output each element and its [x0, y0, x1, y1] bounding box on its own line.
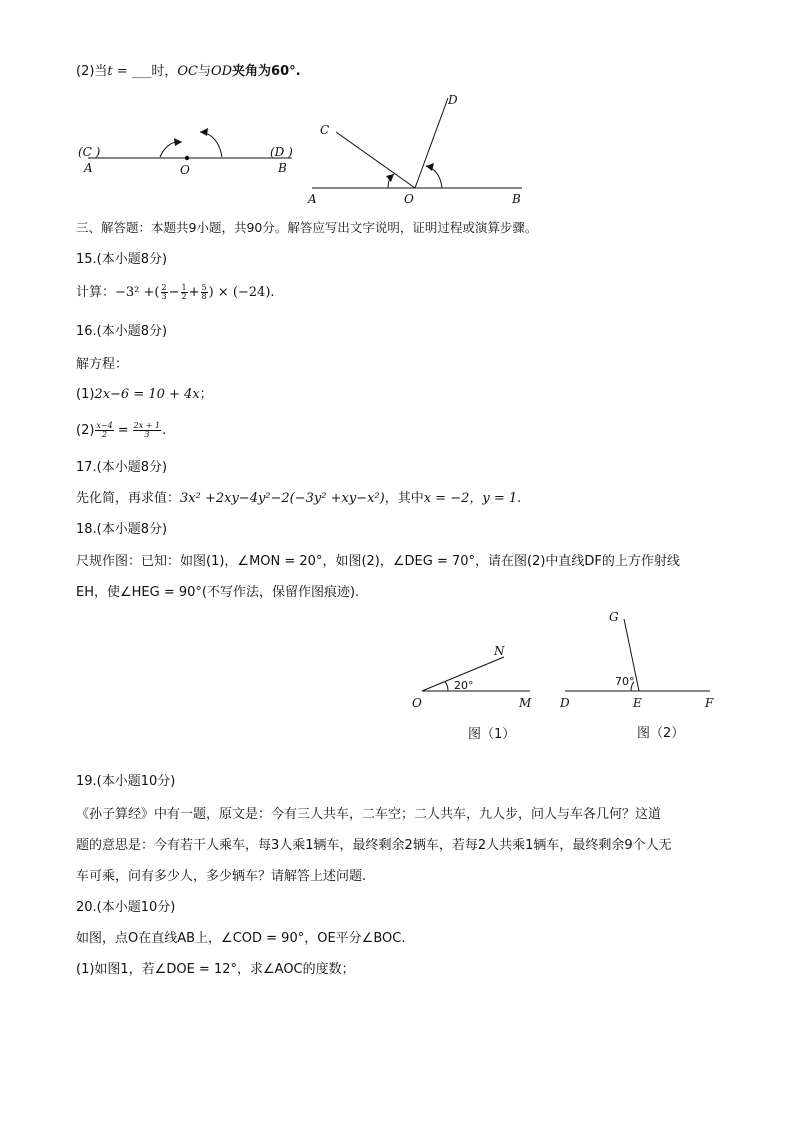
- q14-with: 与: [197, 64, 211, 79]
- fraction-1-2: [181, 284, 188, 301]
- num: 1: [181, 283, 187, 292]
- label-a: A: [84, 161, 93, 175]
- angle-arc: [445, 682, 448, 691]
- q15-expr-end: ) × (−24).: [208, 285, 275, 300]
- den: 8: [201, 292, 207, 301]
- arc-arrow-right: [200, 132, 222, 157]
- q15-minus: −: [168, 285, 180, 300]
- arrowhead-right: [200, 128, 208, 136]
- label-d-paren: (D ): [270, 145, 293, 159]
- q18-line1: 尺规作图：已知：如图(1)，∠MON = 20°，如图(2)，∠DEG = 70°，请在图(2)中直线DF的上方作射线: [76, 554, 680, 569]
- figure-2-caption: 图（2）: [637, 726, 685, 741]
- q20-line1: 如图，点O在直线AB上，∠COD = 90°，OE平分∠BOC.: [76, 931, 406, 946]
- q17-end: .: [517, 491, 522, 506]
- label-g: G: [609, 610, 619, 624]
- q14-prefix: (2)当: [76, 64, 108, 79]
- label-d: D: [448, 93, 458, 107]
- den: 2: [181, 292, 187, 301]
- q16-p2-end: .: [162, 423, 167, 438]
- q16-p1-end: ；: [199, 387, 213, 402]
- q15-prefix: 计算：: [76, 285, 116, 300]
- q17-header: 17.(本小题8分): [76, 460, 168, 475]
- q16-intro: 解方程：: [76, 357, 129, 372]
- q16-part2: [76, 422, 166, 440]
- label-b: B: [512, 192, 521, 206]
- arrowhead-left: [174, 138, 182, 146]
- angle-label: 70°: [615, 675, 635, 688]
- label-n: N: [494, 644, 505, 658]
- q19-header: 19.(本小题10分): [76, 774, 176, 789]
- q14-figure-left: [70, 120, 300, 185]
- fraction-x-4-over-2: [95, 422, 113, 439]
- label-c-paren: (C ): [78, 145, 101, 159]
- q17-cond: x = −2，y = 1: [423, 491, 518, 506]
- q14-figure-right: [300, 90, 530, 210]
- q20-line2: (1)如图1，若∠DOE = 12°，求∠AOC的度数；: [76, 962, 355, 977]
- label-o: O: [180, 163, 190, 177]
- ray-od: OD: [210, 64, 233, 79]
- q18-figure-1: [408, 640, 543, 715]
- q15-header: 15.(本小题8分): [76, 252, 168, 267]
- num: 2x + 1: [133, 421, 161, 430]
- ray-oc: OC: [177, 64, 198, 79]
- q18-figure-2: [555, 603, 725, 713]
- label-d: D: [560, 696, 570, 710]
- q16-part1: [76, 386, 213, 404]
- ray-od: [415, 98, 448, 188]
- q17-body: [76, 490, 521, 508]
- q19-line3: 车可乘，问有多少人，多少辆车？请解答上述问题.: [76, 869, 367, 884]
- arc-arrow-left: [160, 142, 182, 157]
- num: 5: [201, 283, 207, 292]
- point-o: [185, 156, 189, 160]
- q19-line2: 题的意思是：今有若干人乘车，每3人乘1辆车，最终剩余2辆车，若每2人共乘1辆车，最终剩余9个人无: [76, 838, 672, 853]
- q17-mid: ，其中: [384, 491, 424, 506]
- q17-expr: 3x² +2xy−4y²−2(−3y² +xy−x²): [180, 491, 385, 506]
- num: x−4: [96, 421, 113, 430]
- q15-body: [76, 284, 275, 302]
- q14-suffix: 夹角为60°.: [232, 64, 301, 79]
- den: 3: [144, 430, 150, 439]
- q15-expr-start: −3² +(: [115, 285, 160, 300]
- den: 3: [161, 292, 167, 301]
- fraction-2x-1-over-3: [133, 422, 161, 439]
- q20-header: 20.(本小题10分): [76, 900, 176, 915]
- ray-oc: [336, 132, 415, 188]
- label-e: E: [633, 696, 642, 710]
- q16-p1-expr: 2x−6 = 10 + 4x: [94, 387, 200, 402]
- label-b: B: [278, 161, 287, 175]
- label-a: A: [308, 192, 317, 206]
- q16-p2-eq: =: [117, 423, 129, 438]
- q17-prefix: 先化简，再求值：: [76, 491, 181, 506]
- label-f: F: [705, 696, 714, 710]
- q16-p1-label: (1): [76, 387, 95, 402]
- q19-line1: 《孙子算经》中有一题，原文是：今有三人共车，二车空；二人共车，九人步，问人与车各几何？这道: [76, 807, 662, 822]
- angle-label: 20°: [454, 679, 474, 692]
- den: 2: [102, 430, 108, 439]
- figure-1-caption: 图（1）: [468, 727, 516, 742]
- q18-line2: EH，使∠HEG = 90°(不写作法，保留作图痕迹).: [76, 585, 360, 600]
- fraction-2-3: [161, 284, 168, 301]
- q18-header: 18.(本小题8分): [76, 522, 168, 537]
- q16-header: 16.(本小题8分): [76, 324, 168, 339]
- q16-p2-label: (2): [76, 423, 95, 438]
- arrowhead-oc: [386, 174, 394, 182]
- q14-part2: [76, 63, 301, 81]
- fraction-5-8: [201, 284, 208, 301]
- section-header: 三、解答题：本题共9小题，共90分。解答应写出文字说明，证明过程或演算步骤。: [76, 220, 538, 235]
- label-o: O: [404, 192, 414, 206]
- label-m: M: [519, 696, 532, 710]
- var-t: t: [107, 64, 113, 79]
- label-o: O: [412, 696, 422, 710]
- arc-arrow-od: [426, 166, 442, 188]
- q14-eq: = ___时，: [112, 64, 178, 79]
- label-c: C: [320, 123, 330, 137]
- num: 2: [161, 283, 167, 292]
- q15-plus: +: [188, 285, 200, 300]
